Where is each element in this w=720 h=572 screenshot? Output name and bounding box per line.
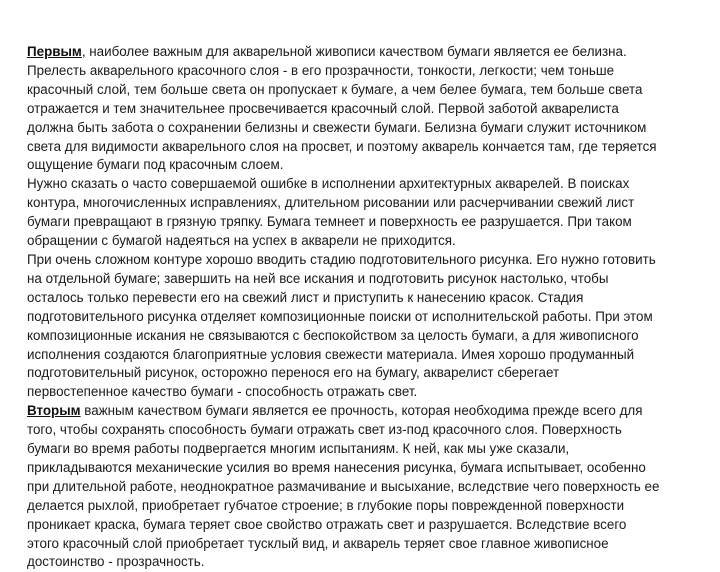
line-text: этого красочный слой приобретает тусклый вид, и акварель теряет свое главное живописное [27, 535, 609, 551]
text-line [27, 251, 717, 270]
line-text: достоинство - прозрачность. [27, 554, 205, 570]
line-text: подготовительный рисунок, осторожно перенося его на бумагу, акварелист сберегает [27, 365, 560, 381]
text-line [27, 402, 717, 421]
text-line [27, 459, 717, 478]
line-text: делается рыхлой, приобретает губчатое строение; в глубокие поры поврежденной поверхности [27, 497, 625, 513]
line-text: Прелесть акварельного красочного слоя - в его прозрачности, тонкости, легкости; чем тоньше [27, 62, 615, 78]
line-text: композиционные искания не связываются с беспокойством за целость бумаги, а для живописного [27, 327, 639, 343]
line-text: на отдельной бумаге; завершить на ней все искания и подготовить рисунок настолько, чтобы [27, 270, 609, 286]
document-body [27, 43, 717, 572]
text-line [27, 175, 717, 194]
text-line [27, 440, 717, 459]
paragraph [27, 251, 717, 402]
text-line [27, 553, 717, 572]
line-text: проникает краска, бумага теряет свое свойство отражать свет и разрушается. Вследствие всего [27, 516, 627, 532]
text-line [27, 421, 717, 440]
text-line [27, 156, 717, 175]
text-line [27, 478, 717, 497]
line-text: контура, многочисленных исправлениях, длительном рисовании или расчерчивании свежий лист [27, 195, 635, 211]
text-line [27, 43, 717, 62]
line-text: первостепенное качество бумаги - способность отражать свет. [27, 384, 418, 400]
line-text: важным качеством бумаги является ее прочность, которая необходима прежде всего для [80, 403, 643, 419]
line-text: красочный слой, тем больше света он пропускает к бумаге, а чем белее бумага, тем больше света [27, 81, 643, 97]
paragraph-lead-word: Первым [27, 44, 82, 59]
paragraph [27, 402, 717, 572]
text-line [27, 119, 717, 138]
line-text: света для видимости акварельного слоя на просвет, и поэтому акварель кончается там, где теряется [27, 138, 657, 154]
line-text: при длительной работе, неоднократное размачивание и высыхание, вследствие чего поверхность ее [27, 478, 660, 494]
text-line [27, 364, 717, 383]
text-line [27, 289, 717, 308]
paragraph [27, 43, 717, 175]
text-line [27, 327, 717, 346]
paragraph-lead-word: Вторым [27, 403, 81, 419]
text-line [27, 100, 717, 119]
line-text: бумаги превращают в грязную тряпку. Бумага темнеет и поверхность ее разрушается. При таком [27, 214, 632, 230]
text-line [27, 308, 717, 327]
line-text: осталось только перевести его на свежий лист и приступить к нанесению красок. Стадия [27, 289, 584, 305]
line-text: При очень сложном контуре хорошо вводить стадию подготовительного рисунка. Его нужно готовить [27, 251, 656, 267]
text-line [27, 270, 717, 289]
line-text: исполнения создаются благоприятные условия свежести материала. Имея хорошо продуманный [27, 346, 635, 362]
text-line [27, 232, 717, 251]
line-text: Нужно сказать о часто совершаемой ошибке в исполнении архитектурных акварелей. В поисках [27, 176, 630, 192]
line-text: того, чтобы сохранять способность бумаги отражать свет из-под красочного слоя. Поверхность [27, 422, 622, 438]
line-text: ощущение бумаги под красочным слоем. [27, 157, 284, 173]
text-line [27, 535, 717, 554]
text-line [27, 62, 717, 81]
line-text: , наиболее важным для акварельной живописи качеством бумаги является ее белизна. [81, 44, 627, 59]
text-line [27, 497, 717, 516]
line-text: подготовительного рисунка отделяет композиционные поиски от исполнительской работы. При этом [27, 308, 653, 324]
line-text: прикладываются механические усилия во время нанесения рисунка, бумага испытывает, особенно [27, 459, 646, 475]
text-line [27, 516, 717, 535]
line-text: обращении с бумагой надеяться на успех в акварели не приходится. [27, 233, 456, 249]
line-text: бумаги во время работы подвергается многим испытаниям. К ней, как мы уже сказали, [27, 441, 570, 457]
line-text: отражается и тем значительнее просвечивается красочный слой. Первой заботой акварелиста [27, 100, 619, 116]
paragraph [27, 175, 717, 251]
text-line [27, 213, 717, 232]
text-line [27, 383, 717, 402]
text-line [27, 346, 717, 365]
text-line [27, 194, 717, 213]
line-text: должна быть забота о сохранении белизны и свежести бумаги. Белизна бумаги служит источником [27, 119, 647, 135]
text-line [27, 81, 717, 100]
text-line [27, 138, 717, 157]
